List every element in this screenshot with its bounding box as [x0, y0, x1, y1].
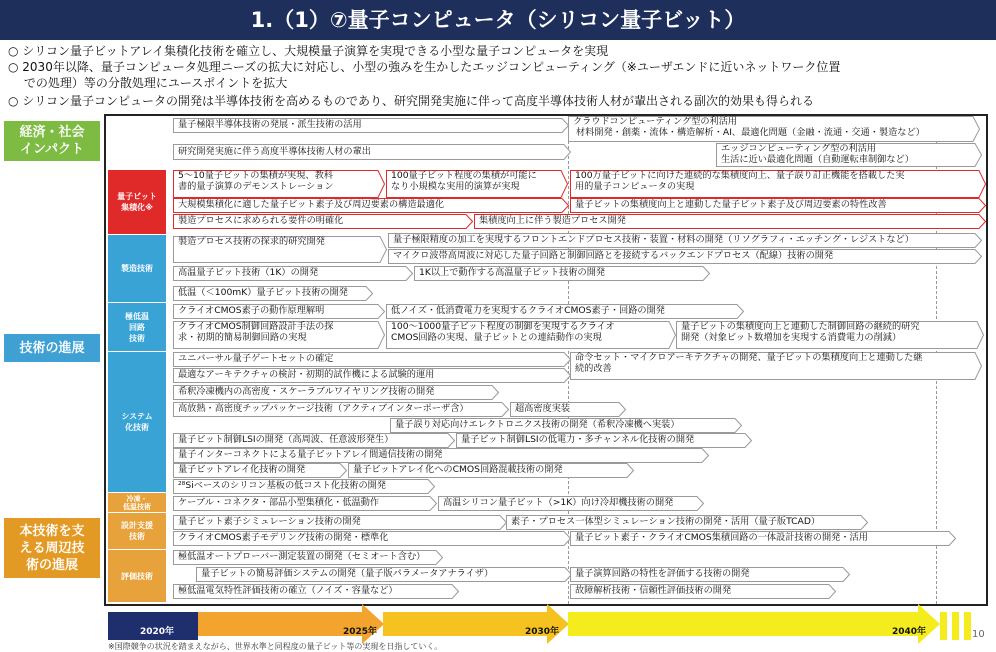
roadmap-item-text: 超高密度実装: [515, 403, 571, 414]
roadmap-item: [173, 550, 443, 565]
roadmap-item-text: 素子・プロセス一体型シミュレーション技術の開発・活用（量子版TCAD）: [511, 516, 821, 527]
roadmap-item: [173, 496, 437, 511]
roadmap-item: [173, 433, 455, 448]
band-cooling: 冷凍・ 低温技術: [108, 493, 166, 512]
roadmap-item: [173, 368, 571, 383]
roadmap-item-text: 研究開発実施に伴う高度半導体技術人材の輩出: [178, 146, 371, 157]
roadmap-item-text: ユニバーサル量子ゲートセットの確定: [178, 353, 334, 364]
roadmap-item: [173, 198, 569, 213]
roadmap-item: [173, 304, 385, 319]
roadmap-item-text: クライオCMOS素子の動作原理解明: [178, 305, 325, 316]
band-system: システム 化技術: [108, 352, 166, 492]
category-impact: 経済・社会 インパクト: [4, 121, 100, 161]
timeline-year-label: 2030年: [525, 627, 560, 637]
roadmap-item-text: 量子ビットアレイ化へのCMOS回路混載技術の開発: [353, 464, 563, 475]
band-manufacturing: 製造技術: [108, 235, 166, 302]
roadmap-item-text: 量子ビットの簡易評価システムの開発（量子版パラメータアナライザ）: [201, 568, 494, 579]
timeline-segment: [568, 604, 940, 644]
roadmap-item-text: クラウドコンピューティング型の利活用 材料開発・創薬・流体・構造解析・AI、最適化問題（金融・流通・交通・製造など）: [573, 116, 925, 138]
roadmap-item-text: 命令セット・マイクロアーキテクチャの開発、量子ビットの集積度向上と連動した継 続的改善: [575, 352, 923, 374]
roadmap-item-text: 大規模集積化に適した量子ビット素子及び周辺要素の構造最適化: [178, 199, 445, 210]
roadmap-item: [456, 433, 752, 448]
category-peripheral: 本技術を支 える周辺技 術の進展: [4, 518, 100, 578]
timeline-end-bar: [940, 612, 947, 640]
roadmap-item: [173, 170, 385, 198]
roadmap-item-text: 高温シリコン量子ビット（>1K）向け冷却機技術の開発: [443, 497, 674, 508]
roadmap-item: [570, 170, 986, 198]
roadmap-item-text: 100万量子ビットに向けた連続的な集積度向上、量子誤り訂正機能を搭載した実 用的量子コンピュータの実現: [575, 170, 905, 192]
roadmap-item: [173, 144, 571, 160]
roadmap-item: [570, 584, 836, 599]
roadmap-item: [506, 515, 868, 530]
roadmap-item-text: 量子極限半導体技術の発展・派生技術の活用: [178, 119, 362, 130]
footnote: ※国際競争の状況を踏まえながら、世界水準と同程度の量子ビット等の実現を日指していく。: [108, 642, 443, 651]
roadmap-item: [173, 402, 509, 417]
roadmap-item: [386, 170, 568, 198]
roadmap-item-text: 量子極限精度の加工を実現するフロントエンドプロセス技術・装置・材料の開発（リソグラフィ・エッチング・レジストなど）: [393, 234, 914, 245]
roadmap-item-text: 量子ビット素子シミュレーション技術の開発: [178, 516, 361, 527]
roadmap-item-text: 5～10量子ビットの集積が実現、教科 書的量子演算のデモンストレーション: [178, 170, 334, 192]
roadmap-item-text: 量子演算回路の特性を評価する技術の開発: [575, 568, 750, 579]
roadmap-item: [173, 321, 385, 349]
roadmap-item-text: 極低温電気特性評価技術の確立（ノイズ・容量など）: [178, 585, 398, 596]
roadmap-item-text: 低温（＜100mK）量子ビット技術の開発: [178, 287, 348, 298]
bullet-1: ○ シリコン量子ビットアレイ集積化技術を確立し、大規模量子演算を実現できる小型な量子コンピュータを実現: [8, 44, 609, 58]
page-title: 1.（1）⑦量子コンピュータ（シリコン量子ビット）: [0, 0, 996, 40]
roadmap-item-text: 量子ビットアレイ化技術の開発: [178, 464, 306, 475]
roadmap-item: [388, 233, 982, 248]
roadmap-item: [173, 515, 507, 530]
roadmap-item: [388, 249, 982, 264]
roadmap-item: [390, 418, 742, 433]
timeline-year-label: 2040年: [892, 627, 927, 637]
band-design-support: 設計支援 技術: [108, 513, 166, 549]
roadmap-item: [348, 463, 634, 478]
bullet-3: ○ シリコン量子コンピュータの開発は半導体技術を高めるものであり、研究開発実施に伴って高度半導体技術人材が輩出される副次的効果も得られる: [8, 94, 815, 108]
roadmap-item: [438, 496, 704, 511]
roadmap-item: [568, 116, 980, 142]
roadmap-item: [173, 118, 569, 133]
roadmap-item: [414, 266, 710, 281]
roadmap-item: [173, 448, 709, 463]
roadmap-item: [173, 531, 571, 546]
roadmap-item-text: 低ノイズ・低消費電力を実現するクライオCMOS素子・回路の開発: [391, 305, 665, 316]
roadmap-item-text: 量子ビット制御LSIの開発（高周波、任意波形発生）: [178, 434, 394, 445]
timeline-year-label: 2025年: [343, 627, 378, 637]
roadmap-item-text: ²⁸Siベースのシリコン基板の低コスト化技術の開発: [178, 480, 387, 491]
roadmap-item-text: 製造プロセスに求められる要件の明確化: [178, 215, 344, 226]
roadmap-item: [570, 567, 850, 582]
roadmap-item: [173, 286, 373, 301]
roadmap-item-text: 故障解析技術・信頼性評価技術の開発: [575, 585, 732, 596]
roadmap-item-text: 集積度向上に伴う製造プロセス開発: [479, 215, 626, 226]
roadmap-item: [196, 567, 572, 582]
roadmap-item-text: 量子ビットの集積度向上と連動した制御回路の継続的研究 開発（対象ビット数増加を実現する消費電力の削減）: [681, 321, 920, 343]
roadmap-item: [570, 352, 982, 380]
roadmap-item-text: エッジコンピューティング型の利活用 生活に近い最適化問題（自動運転車制御など）: [721, 143, 914, 165]
roadmap-item: [173, 385, 499, 400]
roadmap-item-text: 量子ビット素子・クライオCMOS集積回路の一体設計技術の開発・活用: [575, 532, 868, 543]
roadmap-item: [173, 352, 571, 367]
roadmap-item-text: クライオCMOS素子モデリング技術の開発・標準化: [178, 532, 389, 543]
bullet-2: ○ 2030年以降、量子コンピュータ処理ニーズの拡大に対応し、小型の強みを生かしたエッジコンピューティング（※ユーザエンドに近いネットワーク位置: [8, 60, 841, 74]
roadmap-item: [474, 214, 986, 229]
roadmap-item-text: 1K以上で動作する高温量子ビット技術の開発: [419, 267, 606, 278]
roadmap-item: [510, 402, 626, 417]
roadmap-item-text: 最適なアーキテクチャの検討・初期的試作機による試験的運用: [178, 369, 435, 380]
roadmap-item: [716, 143, 982, 167]
roadmap-item-text: 高放熱・高密度チップパッケージ技術（アクティブインターポーザ含）: [178, 403, 469, 414]
band-qubit-integration: 量子ビット 集積化※: [108, 170, 166, 234]
roadmap-item: [173, 236, 387, 263]
roadmap-item: [173, 479, 435, 494]
roadmap-item-text: 製造プロセス技術の探求的研究開発: [178, 236, 325, 247]
roadmap-item-text: 希釈冷凍機内の高密度・スケーラブルワイヤリング技術の開発: [178, 386, 435, 397]
roadmap-item: [386, 321, 676, 349]
timeline-end-bar: [952, 612, 959, 640]
roadmap-item-text: マイクロ波帯高周波に対応した量子回路と制御回路とを接続するバックエンドプロセス（配線）技術の開発: [393, 250, 834, 261]
roadmap-item-text: 量子インターコネクトによる量子ビットアレイ間通信技術の開発: [178, 449, 443, 460]
roadmap-item-text: 100～1000量子ビット程度の制御を実現するクライオ CMOS回路の実現、量子ビットとの連結動作の実現: [391, 321, 615, 343]
roadmap-item-text: 量子ビットの集積度向上と連動した量子ビット素子及び周辺要素の特性改善: [575, 199, 887, 210]
roadmap-item-text: 量子ビット制御LSIの低電力・多チャンネル化技術の開発: [461, 434, 695, 445]
roadmap-item: [570, 531, 956, 546]
roadmap-item: [173, 214, 473, 229]
timeline-year-label: 2020年: [140, 627, 175, 637]
band-cryo-circuit: 極低温 回路 技術: [108, 303, 166, 351]
roadmap-item-text: クライオCMOS制御回路設計手法の探 求・初期的簡易制御回路の実現: [178, 321, 334, 343]
roadmap-item-text: 極低温オートプローバー測定装置の開発（セミオート含む）: [178, 551, 426, 562]
roadmap-item: [173, 463, 347, 478]
roadmap-item-text: 高温量子ビット技術（1K）の開発: [178, 267, 319, 278]
roadmap-item: [676, 321, 984, 349]
roadmap-item-text: ケーブル・コネクタ・部品小型集積化・低温動作: [178, 497, 380, 508]
band-evaluation: 評価技術: [108, 550, 166, 602]
page-number: 10: [972, 629, 985, 640]
timeline-end-bar: [964, 612, 971, 640]
category-tech-progress: 技術の進展: [4, 334, 100, 362]
roadmap-item: [173, 584, 459, 599]
roadmap-item: [173, 266, 413, 281]
roadmap-item-text: 100量子ビット程度の集積が可能に なり小規模な実用的演算が実現: [391, 170, 537, 192]
roadmap-item: [570, 198, 986, 213]
roadmap-item-text: 量子誤り対応向けエレクトロニクス技術の開発（希釈冷凍機へ実装）: [395, 419, 680, 430]
bullet-2-cont: での処理）等の分散処理にユースポイントを拡大: [8, 76, 288, 90]
roadmap-item: [386, 304, 744, 319]
